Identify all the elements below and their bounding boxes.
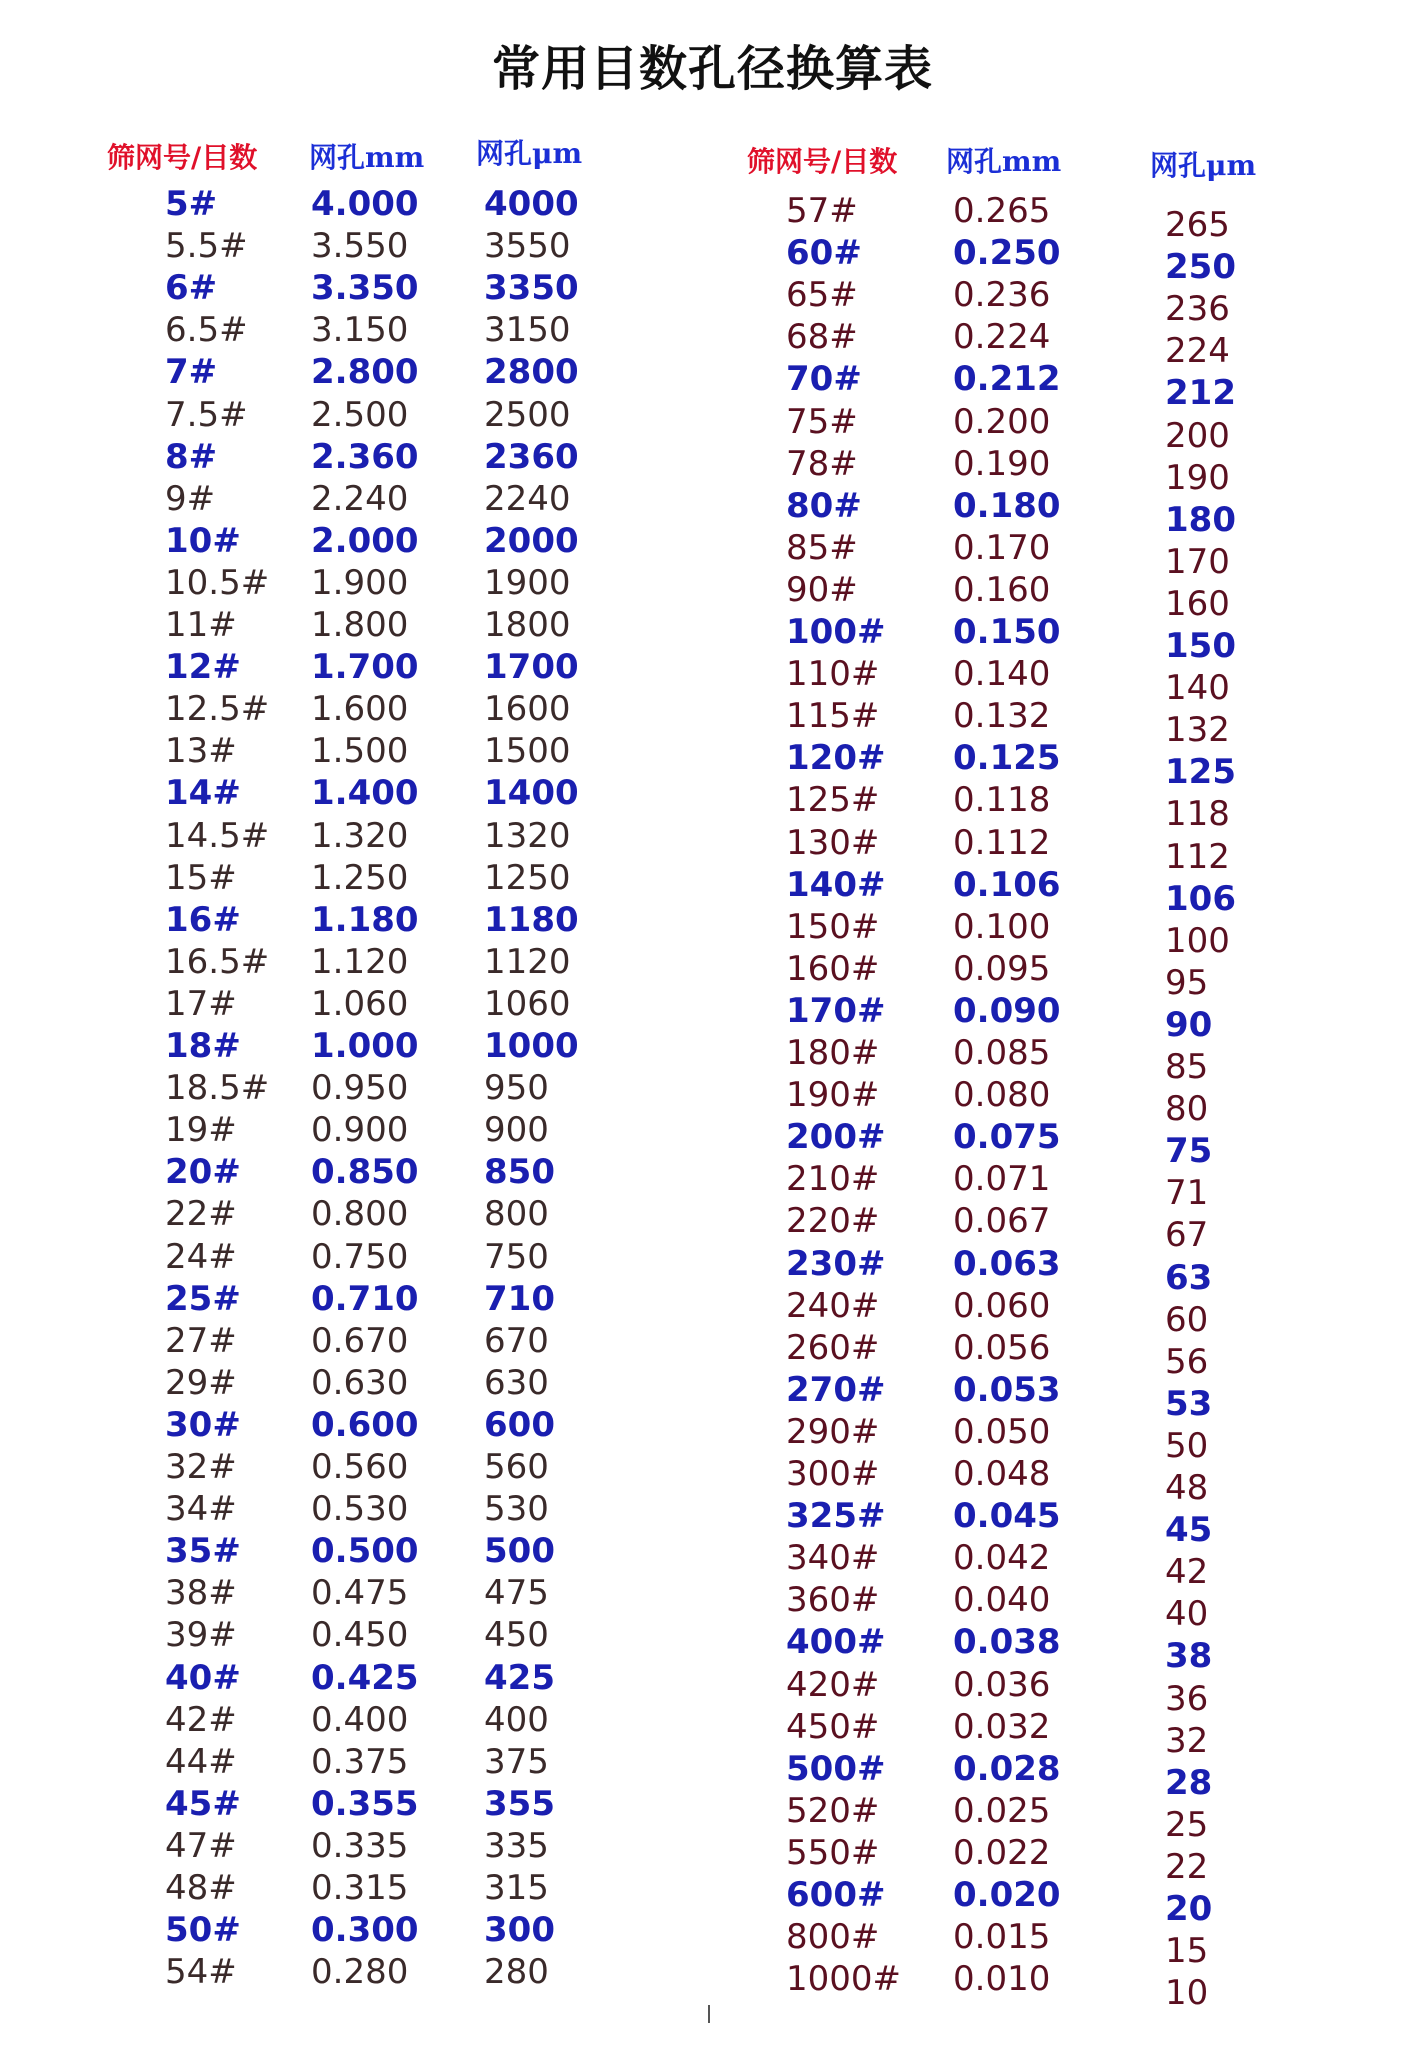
mesh-cell: 54# [165,1952,237,1993]
um-cell: 95 [1165,962,1209,1003]
mesh-cell: 200# [786,1117,886,1158]
um-cell: 355 [484,1783,555,1824]
mesh-cell: 14# [165,773,241,814]
mm-cell: 0.200 [953,401,1051,442]
mesh-cell: 44# [165,1741,237,1782]
mesh-cell: 360# [786,1580,880,1621]
um-cell: 224 [1165,331,1230,372]
mm-cell: 0.132 [953,696,1051,737]
um-cell: 2800 [484,352,579,393]
mm-cell: 2.500 [311,394,409,435]
um-cell: 140 [1165,668,1230,709]
right-header-um: 网孔μm [1150,149,1257,182]
mesh-cell: 24# [165,1236,237,1277]
mm-cell: 0.040 [953,1580,1051,1621]
um-cell: 1900 [484,562,571,603]
mesh-cell: 115# [786,696,880,737]
um-cell: 530 [484,1489,549,1530]
um-cell: 20 [1165,1889,1213,1929]
um-cell: 212 [1165,373,1236,414]
mm-cell: 0.265 [953,191,1051,231]
mesh-cell: 8# [165,436,218,477]
mm-cell: 0.250 [953,233,1061,274]
mm-cell: 2.000 [311,520,419,561]
mm-cell: 1.320 [311,815,409,856]
mesh-cell: 39# [165,1615,237,1656]
um-cell: 200 [1165,415,1230,456]
um-cell: 265 [1165,205,1230,245]
mesh-cell: 5# [165,184,218,224]
mm-cell: 0.090 [953,990,1061,1031]
um-cell: 1120 [484,941,571,982]
um-cell: 1800 [484,605,571,645]
mesh-cell: 800# [786,1917,880,1958]
mm-cell: 3.550 [311,226,409,267]
um-cell: 40 [1165,1594,1209,1635]
mm-cell: 1.500 [311,731,409,772]
mm-cell: 0.010 [953,1959,1051,2000]
um-cell: 38 [1165,1636,1213,1677]
um-cell: 28 [1165,1762,1213,1803]
um-cell: 2500 [484,394,571,435]
mesh-cell: 500# [786,1748,886,1789]
mm-cell: 0.600 [311,1404,419,1445]
um-cell: 1700 [484,647,579,688]
mesh-cell: 110# [786,654,880,695]
mesh-cell: 10.5# [165,562,270,603]
mm-cell: 2.360 [311,436,419,477]
mesh-cell: 30# [165,1404,241,1445]
um-cell: 106 [1165,878,1236,919]
mm-cell: 0.425 [311,1657,419,1698]
um-cell: 1500 [484,731,571,772]
mesh-cell: 35# [165,1531,241,1572]
um-cell: 125 [1165,752,1236,793]
mesh-cell: 17# [165,983,237,1024]
mesh-cell: 47# [165,1825,237,1866]
mesh-cell: 6.5# [165,310,248,351]
mm-cell: 0.053 [953,1369,1061,1410]
mesh-cell: 65# [786,275,858,316]
mm-cell: 0.063 [953,1243,1061,1284]
mm-cell: 0.071 [953,1159,1051,1200]
mesh-cell: 600# [786,1875,886,1915]
mm-cell: 0.067 [953,1201,1051,1242]
mm-cell: 0.950 [311,1068,409,1109]
mesh-cell: 120# [786,738,886,779]
mm-cell: 0.500 [311,1531,419,1572]
um-cell: 236 [1165,289,1230,330]
mesh-cell: 230# [786,1243,886,1284]
um-cell: 22 [1165,1846,1209,1887]
um-cell: 475 [484,1573,549,1614]
um-cell: 600 [484,1404,555,1445]
um-cell: 375 [484,1741,549,1782]
mm-cell: 0.315 [311,1868,409,1908]
mesh-cell: 19# [165,1110,237,1151]
um-cell: 450 [484,1615,549,1656]
mm-cell: 0.075 [953,1117,1061,1158]
um-cell: 1400 [484,773,579,814]
mesh-cell: 210# [786,1159,880,1200]
mesh-cell: 340# [786,1538,880,1579]
mesh-cell: 75# [786,401,858,442]
um-cell: 48 [1165,1468,1209,1508]
mesh-cell: 60# [786,233,862,274]
mesh-cell: 25# [165,1278,241,1319]
mm-cell: 0.160 [953,569,1051,610]
um-cell: 85 [1165,1047,1209,1087]
um-cell: 560 [484,1447,549,1487]
mm-cell: 0.100 [953,906,1051,947]
mesh-cell: 13# [165,731,237,772]
mm-cell: 0.150 [953,612,1061,652]
um-cell: 170 [1165,541,1230,582]
mm-cell: 0.015 [953,1917,1051,1958]
mm-cell: 0.450 [311,1615,409,1656]
um-cell: 710 [484,1278,555,1319]
mm-cell: 0.118 [953,780,1051,821]
um-cell: 32 [1165,1720,1209,1761]
um-cell: 2240 [484,478,571,519]
um-cell: 315 [484,1868,549,1908]
um-cell: 45 [1165,1510,1213,1551]
mesh-cell: 20# [165,1152,241,1193]
mm-cell: 0.280 [311,1952,409,1993]
mm-cell: 0.800 [311,1194,409,1235]
mm-cell: 0.335 [311,1825,409,1866]
um-cell: 1000 [484,1026,579,1066]
mm-cell: 0.056 [953,1327,1051,1368]
um-cell: 300 [484,1910,555,1951]
mm-cell: 0.060 [953,1285,1051,1326]
um-cell: 71 [1165,1173,1209,1214]
mm-cell: 0.750 [311,1236,409,1277]
mm-cell: 0.900 [311,1110,409,1151]
um-cell: 25 [1165,1804,1209,1845]
mm-cell: 0.170 [953,527,1051,568]
mesh-cell: 260# [786,1327,880,1368]
mesh-cell: 9# [165,478,216,519]
mm-cell: 1.120 [311,941,409,982]
mm-cell: 0.020 [953,1875,1061,1915]
um-cell: 670 [484,1320,549,1361]
um-cell: 630 [484,1362,549,1403]
mm-cell: 3.350 [311,268,419,309]
mesh-cell: 7# [165,352,218,393]
mesh-cell: 5.5# [165,226,248,267]
um-cell: 3150 [484,310,571,351]
um-cell: 1250 [484,857,571,898]
mm-cell: 0.375 [311,1741,409,1782]
um-cell: 800 [484,1194,549,1235]
um-cell: 75 [1165,1131,1213,1172]
mm-cell: 1.800 [311,605,409,645]
mm-cell: 4.000 [311,184,419,224]
mesh-cell: 14.5# [165,815,270,856]
mesh-cell: 40# [165,1657,241,1698]
mm-cell: 0.670 [311,1320,409,1361]
um-cell: 53 [1165,1383,1213,1424]
mesh-cell: 42# [165,1699,237,1740]
mesh-cell: 11# [165,605,237,645]
mesh-cell: 70# [786,359,862,400]
mm-cell: 0.190 [953,443,1051,484]
mm-cell: 0.710 [311,1278,419,1319]
mm-cell: 0.530 [311,1489,409,1530]
mm-cell: 0.095 [953,948,1051,989]
mm-cell: 0.045 [953,1496,1061,1537]
um-cell: 500 [484,1531,555,1572]
um-cell: 15 [1165,1931,1209,1972]
um-cell: 1320 [484,815,571,856]
mm-cell: 0.300 [311,1910,419,1951]
um-cell: 90 [1165,1004,1213,1045]
mm-cell: 0.355 [311,1783,419,1824]
um-cell: 60 [1165,1299,1209,1340]
mesh-cell: 270# [786,1369,886,1410]
mesh-cell: 34# [165,1489,237,1530]
mesh-cell: 18# [165,1026,241,1066]
um-cell: 118 [1165,794,1230,835]
mm-cell: 3.150 [311,310,409,351]
mesh-cell: 125# [786,780,880,821]
mm-cell: 0.400 [311,1699,409,1740]
um-cell: 750 [484,1236,549,1277]
mm-cell: 0.475 [311,1573,409,1614]
left-header-mm: 网孔mm [309,141,425,174]
um-cell: 36 [1165,1678,1209,1719]
um-cell: 950 [484,1068,549,1109]
mesh-cell: 6# [165,268,218,309]
um-cell: 56 [1165,1341,1209,1382]
um-cell: 180 [1165,499,1236,540]
mm-cell: 0.028 [953,1748,1061,1789]
mm-cell: 0.212 [953,359,1061,400]
um-cell: 3350 [484,268,579,309]
um-cell: 160 [1165,583,1230,624]
mesh-cell: 400# [786,1622,886,1663]
left-header-mesh: 筛网号/目数 [107,141,258,174]
um-cell: 112 [1165,836,1230,877]
um-cell: 850 [484,1152,555,1193]
um-cell: 63 [1165,1257,1213,1298]
um-cell: 2360 [484,436,579,477]
mesh-cell: 160# [786,948,880,989]
um-cell: 335 [484,1825,549,1866]
mesh-cell: 38# [165,1573,237,1614]
divider-tick [708,2005,710,2023]
um-cell: 10 [1165,1973,1209,2014]
mesh-cell: 27# [165,1320,237,1361]
mesh-cell: 50# [165,1910,241,1951]
mm-cell: 0.106 [953,864,1061,905]
mm-cell: 1.900 [311,562,409,603]
mm-cell: 0.036 [953,1664,1051,1705]
um-cell: 3550 [484,226,571,267]
mesh-cell: 140# [786,864,886,905]
mm-cell: 0.080 [953,1075,1051,1116]
mesh-cell: 550# [786,1832,880,1873]
mesh-cell: 29# [165,1362,237,1403]
mesh-cell: 18.5# [165,1068,270,1109]
um-cell: 150 [1165,626,1236,666]
mesh-cell: 10# [165,520,241,561]
mesh-cell: 170# [786,990,886,1031]
mesh-cell: 1000# [786,1959,902,2000]
mesh-cell: 290# [786,1411,880,1452]
um-cell: 250 [1165,247,1236,288]
um-cell: 132 [1165,710,1230,751]
um-cell: 67 [1165,1215,1209,1256]
mm-cell: 1.180 [311,899,419,940]
mm-cell: 0.038 [953,1622,1061,1663]
mesh-cell: 57# [786,191,858,231]
um-cell: 4000 [484,184,579,224]
mm-cell: 0.050 [953,1411,1051,1452]
um-cell: 190 [1165,457,1230,498]
right-header-mm: 网孔mm [946,145,1062,178]
um-cell: 42 [1165,1552,1209,1593]
mesh-cell: 300# [786,1454,880,1494]
mm-cell: 0.048 [953,1454,1051,1494]
mesh-cell: 325# [786,1496,886,1537]
mesh-cell: 180# [786,1033,880,1073]
mesh-cell: 12.5# [165,689,270,730]
mesh-cell: 100# [786,612,886,652]
mm-cell: 2.240 [311,478,409,519]
um-cell: 2000 [484,520,579,561]
mm-cell: 0.125 [953,738,1061,779]
um-cell: 50 [1165,1425,1209,1466]
um-cell: 900 [484,1110,549,1151]
right-header-mesh: 筛网号/目数 [747,145,898,178]
mm-cell: 0.560 [311,1447,409,1487]
mm-cell: 1.250 [311,857,409,898]
mm-cell: 0.025 [953,1790,1051,1831]
mesh-cell: 68# [786,317,858,358]
um-cell: 280 [484,1952,549,1993]
mesh-cell: 220# [786,1201,880,1242]
left-header-um: 网孔μm [476,137,583,170]
mesh-cell: 16# [165,899,241,940]
mm-cell: 0.850 [311,1152,419,1193]
mm-cell: 1.600 [311,689,409,730]
mesh-cell: 240# [786,1285,880,1326]
um-cell: 100 [1165,920,1230,961]
mm-cell: 0.112 [953,822,1051,863]
mm-cell: 2.800 [311,352,419,393]
mesh-cell: 32# [165,1447,237,1487]
mm-cell: 0.032 [953,1706,1051,1747]
mesh-cell: 78# [786,443,858,484]
mesh-cell: 520# [786,1790,880,1831]
mesh-cell: 85# [786,527,858,568]
um-cell: 80 [1165,1089,1209,1130]
um-cell: 1180 [484,899,579,940]
mesh-cell: 22# [165,1194,237,1235]
mm-cell: 1.060 [311,983,409,1024]
mm-cell: 1.000 [311,1026,419,1066]
mesh-cell: 45# [165,1783,241,1824]
mesh-cell: 420# [786,1664,880,1705]
mm-cell: 0.180 [953,485,1061,526]
mm-cell: 0.085 [953,1033,1051,1073]
mm-cell: 1.700 [311,647,419,688]
mesh-cell: 12# [165,647,241,688]
mesh-cell: 130# [786,822,880,863]
mesh-cell: 190# [786,1075,880,1116]
mesh-cell: 90# [786,569,858,610]
mesh-cell: 16.5# [165,941,270,982]
page-title: 常用目数孔径换算表 [491,41,933,97]
mm-cell: 0.236 [953,275,1051,316]
mesh-cell: 80# [786,485,862,526]
mm-cell: 0.224 [953,317,1051,358]
mesh-cell: 7.5# [165,394,248,435]
um-cell: 1600 [484,689,571,730]
mesh-cell: 450# [786,1706,880,1747]
mesh-cell: 48# [165,1868,237,1908]
mm-cell: 1.400 [311,773,419,814]
mm-cell: 0.630 [311,1362,409,1403]
mesh-cell: 150# [786,906,880,947]
um-cell: 400 [484,1699,549,1740]
mm-cell: 0.140 [953,654,1051,695]
mm-cell: 0.042 [953,1538,1051,1579]
um-cell: 425 [484,1657,555,1698]
mm-cell: 0.022 [953,1832,1051,1873]
mesh-cell: 15# [165,857,237,898]
um-cell: 1060 [484,983,571,1024]
